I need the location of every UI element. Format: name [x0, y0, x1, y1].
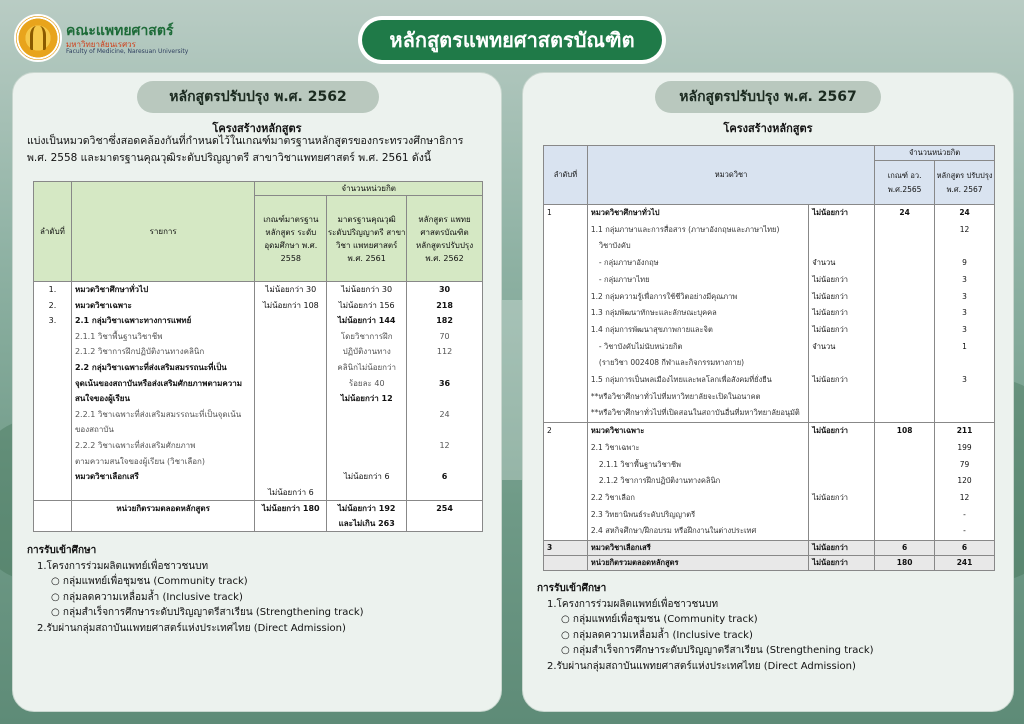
table-line: ไม่น้อยกว่า [812, 324, 849, 334]
admission-title: การรับเข้าศึกษา [537, 583, 607, 594]
table-line [938, 389, 991, 406]
table-line: จำนวน [812, 258, 836, 268]
structure-title: โครงสร้างหลักสูตร [723, 122, 813, 135]
table-line [878, 523, 931, 540]
total-label: หน่วยกิตรวมตลอดหลักสูตร [587, 556, 808, 571]
table-line: 3 [962, 291, 967, 301]
page-title-text: หลักสูตรแพทยศาสตรบัณฑิต [362, 20, 662, 60]
group-2-row [544, 423, 995, 541]
table-line: 3 [962, 324, 967, 334]
admission-item: 1.โครงการร่วมผลิตแพทย์เพื่อชาวชนบท [547, 598, 719, 610]
admission-title: การรับเข้าศึกษา [27, 545, 97, 556]
group-1-credits [935, 205, 995, 423]
table-line: 2.3 วิทยานิพนธ์ระดับปริญญาตรี [590, 509, 696, 519]
admission-item: 1.โครงการร่วมผลิตแพทย์เพื่อชาวชนบท [37, 560, 209, 572]
col-curriculum-2562: 30 218 182 70 112 36 24 12 6 [407, 282, 483, 501]
table-line [878, 372, 931, 389]
table-line: ไม่น้อยกว่า [812, 291, 849, 301]
total-credits: 241 [935, 556, 995, 571]
total-label: หน่วยกิตรวมตลอดหลักสูตร [71, 501, 254, 532]
table-line: ไม่น้อยกว่า [812, 308, 849, 318]
table-line: 3 [962, 308, 967, 318]
group-number: 1 [544, 205, 588, 423]
table-line [878, 222, 931, 239]
admission-section [537, 581, 874, 674]
university-seal-icon [14, 14, 62, 62]
header-criteria-2565: เกณฑ์ อว. พ.ศ.2565 [875, 161, 935, 205]
logo-university-th: มหาวิทยาลัยนเรศวร [66, 40, 136, 49]
table-line [878, 507, 931, 524]
curriculum-2567-panel [522, 72, 1014, 712]
group-2-criteria [875, 423, 935, 541]
page-title [358, 16, 666, 64]
group-1-row [544, 205, 995, 423]
table-line [812, 238, 871, 255]
table-line: 12 [959, 224, 970, 234]
total-2561: ไม่น้อยกว่า 192 และไม่เกิน 263 [327, 501, 407, 532]
intro-text [27, 133, 489, 167]
header-curriculum-2567: หลักสูตร ปรับปรุง พ.ศ. 2567 [935, 161, 995, 205]
table-line: 2.1.2 วิชาการฝึกปฏิบัติงานทางคลินิก [598, 476, 721, 486]
header-curriculum-2562: หลักสูตร แพทยศาสตรบัณฑิต หลักสูตรปรับปรุง พ.ศ. 2562 [407, 196, 483, 282]
table-line: 120 [957, 476, 972, 486]
table-line: 2.4 สหกิจศึกษา/ฝึกอบรม หรือฝึกงานในต่างประเทศ [590, 526, 757, 536]
table-line: 108 [896, 426, 913, 436]
table-line: 2.1 วิชาเฉพาะ [590, 442, 640, 452]
total-2558: ไม่น้อยกว่า 180 [255, 501, 327, 532]
table-line: 9 [962, 258, 967, 268]
table-line: 79 [959, 459, 970, 469]
structure-table-2567 [543, 145, 995, 571]
table-line: - [963, 509, 966, 519]
group-3-label: หมวดวิชาเลือกเสรี [587, 541, 808, 556]
table-line [812, 389, 871, 406]
table-line [812, 440, 871, 457]
group-2-credits [935, 423, 995, 541]
table-line [812, 355, 871, 372]
table-line: 2.1.1 วิชาพื้นฐานวิชาชีพ [598, 459, 681, 469]
group-1-conditions [809, 205, 875, 423]
table-line: - กลุ่มภาษาอังกฤษ [598, 258, 659, 268]
admission-item: 2.รับผ่านกลุ่มสถาบันแพทยศาสตร์แห่งประเทศไทย (Direct Admission) [547, 660, 856, 672]
group-1-items [587, 205, 808, 423]
table-line [878, 473, 931, 490]
table-line [812, 507, 871, 524]
table-line [878, 339, 931, 356]
table-line: **หรือวิชาศึกษาทั่วไปที่เปิดสอนในสถาบันอื่นที่มหาวิทยาลัยอนุมัติ [590, 408, 800, 418]
table-line: วิชาบังคับ [598, 241, 631, 251]
intro-line: พ.ศ. 2558 และมาตรฐานคุณวุฒิระดับปริญญาตรี สาขาวิชาแพทยศาสตร์ พ.ศ. 2561 ดังนี้ [27, 152, 432, 164]
table-line: - วิชาบังคับไม่นับหน่วยกิต [598, 341, 683, 351]
admission-track: ○ กลุ่มลดความเหลื่อมล้ำ (Inclusive track) [561, 629, 753, 641]
panel-title-2567: หลักสูตรปรับปรุง พ.ศ. 2567 [655, 81, 881, 113]
header-credits: จำนวนหน่วยกิต [875, 146, 995, 161]
group-3-credits: 6 [935, 541, 995, 556]
table-line: 211 [956, 426, 973, 436]
table-line [938, 405, 991, 422]
table-line [812, 405, 871, 422]
header-order: ลำดับที่ [34, 182, 72, 282]
table-line: 24 [899, 208, 910, 217]
table-line: (รายวิชา 002408 กีฬาและกิจกรรมทางกาย) [598, 358, 745, 368]
table-line: ไม่น้อยกว่า [812, 274, 849, 284]
admission-track: ○ กลุ่มสำเร็จการศึกษาระดับปริญญาตรีสาเรียน (Strengthening track) [561, 645, 874, 656]
table-line: 1.1 กลุ่มภาษาและการสื่อสาร (ภาษาอังกฤษและภาษาไทย) [590, 224, 780, 234]
admission-section [27, 543, 364, 636]
col-standard-2561: ไม่น้อยกว่า 30 ไม่น้อยกว่า 156 ไม่น้อยกว่า 144 โดยวิชาการฝึก ปฏิบัติงานทาง คลินิกไม่น้อยกว่า ร้อยละ 40 ไม่น้อยกว่า 12 ไม่น้อยกว่า 6 [327, 282, 407, 501]
total-2562: 254 [407, 501, 483, 532]
table-line: - [963, 526, 966, 536]
table-line [878, 457, 931, 474]
group-2-conditions [809, 423, 875, 541]
total-row [544, 556, 995, 571]
group-3-row [544, 541, 995, 556]
panel-title-2562: หลักสูตรปรับปรุง พ.ศ. 2562 [137, 81, 379, 113]
logo-name-en: Faculty of Medicine, Naresuan University [66, 48, 189, 55]
header-credits: จำนวนหน่วยกิต [255, 182, 483, 196]
table-line [878, 305, 931, 322]
total-row [34, 501, 483, 532]
table-line: 1.4 กลุ่มการพัฒนาสุขภาพกายและจิต [590, 324, 713, 334]
curriculum-2562-panel [12, 72, 502, 712]
admission-item: 2.รับผ่านกลุ่มสถาบันแพทยศาสตร์แห่งประเทศไทย (Direct Admission) [37, 622, 346, 634]
table-line [878, 322, 931, 339]
table-line [812, 523, 871, 540]
col-order: 1. 2. 3. [34, 282, 72, 501]
table-line: ไม่น้อยกว่า [812, 375, 849, 385]
table-line [878, 389, 931, 406]
faculty-logo [14, 14, 189, 64]
table-line: หมวดวิชาศึกษาทั่วไป [590, 208, 660, 217]
table-line: จำนวน [812, 341, 836, 351]
admission-track: ○ กลุ่มลดความเหลื่อมล้ำ (Inclusive track) [51, 591, 243, 603]
header-standard-2561: มาตรฐานคุณวุฒิ ระดับปริญญาตรี สาขาวิชา แพทยศาสตร์ พ.ศ. 2561 [327, 196, 407, 282]
header-standard-2558: เกณฑ์มาตรฐาน หลักสูตร ระดับอุดมศึกษา พ.ศ. 2558 [255, 196, 327, 282]
table-line: **หรือวิชาศึกษาทั่วไปที่มหาวิทยาลัยจะเปิดในอนาคต [590, 391, 761, 401]
admission-track: ○ กลุ่มแพทย์เพื่อชุมชน (Community track) [51, 576, 248, 587]
logo-name-th: คณะแพทยศาสตร์ [66, 23, 174, 39]
intro-line: แบ่งเป็นหมวดวิชาซึ่งสอดคล้องกันที่กำหนดไว้ในเกณฑ์มาตรฐานหลักสูตรของกระทรวงศึกษาธิการ [27, 135, 464, 147]
table-line: 1.2 กลุ่มความรู้เพื่อการใช้ชีวิตอย่างมีคุณภาพ [590, 291, 738, 301]
col-item: หมวดวิชาศึกษาทั่วไป หมวดวิชาเฉพาะ 2.1 กลุ่มวิชาเฉพาะทางการแพทย์ 2.1.1 วิชาพื้นฐานวิชาชีพ 2.1.2 วิชาการฝึกปฏิบัติงานทางคลินิก 2.2 กลุ่มวิชาเฉพาะที่ส่งเสริมสมรรถนะที่เป็น จุดเน้นของสถาบันหรือส่งเสริมศักยภาพตามความ สนใจของผู้เรียน 2.2.1 วิชาเฉพาะที่ส่งเสริมสมรรถนะที่เป็นจุดเน้น ของสถาบัน 2.2.2 วิชาเฉพาะที่ส่งเสริมศักยภาพ ตามความสนใจของผู้เรียน (วิชาเลือก) หมวดวิชาเลือกเสรี [71, 282, 254, 501]
table-line: ไม่น้อยกว่า [812, 426, 849, 436]
table-line: 199 [957, 442, 972, 452]
col-standard-2558: ไม่น้อยกว่า 30 ไม่น้อยกว่า 108 ไม่น้อยกว่า 6 [255, 282, 327, 501]
table-line: 24 [959, 208, 970, 217]
group-3-condition: ไม่น้อยกว่า [809, 541, 875, 556]
table-line [938, 355, 991, 372]
table-line: 3 [962, 375, 967, 385]
table-line: 1 [962, 341, 967, 351]
structure-table-2562 [33, 181, 483, 532]
table-line [878, 289, 931, 306]
table-line [812, 222, 871, 239]
table-line: หมวดวิชาเฉพาะ [590, 426, 645, 436]
table-line [878, 255, 931, 272]
table-line: - กลุ่มภาษาไทย [598, 274, 650, 284]
group-number: 2 [544, 423, 588, 541]
table-line [812, 457, 871, 474]
total-condition: ไม่น้อยกว่า [809, 556, 875, 571]
table-line [878, 355, 931, 372]
table-line [878, 272, 931, 289]
table-line: 2.2 วิชาเลือก [590, 492, 635, 502]
table-line: 1.3 กลุ่มพัฒนาทักษะและลักษณะบุคคล [590, 308, 717, 318]
admission-track: ○ กลุ่มสำเร็จการศึกษาระดับปริญญาตรีสาเรียน (Strengthening track) [51, 607, 364, 618]
header-subject: หมวดวิชา [587, 146, 874, 205]
table-line [812, 473, 871, 490]
group-number: 3 [544, 541, 588, 556]
table-line [878, 405, 931, 422]
table-line: ไม่น้อยกว่า [812, 208, 849, 217]
table-line [878, 238, 931, 255]
structure-title: โครงสร้างหลักสูตร [212, 122, 302, 135]
total-criteria: 180 [875, 556, 935, 571]
header-item: รายการ [71, 182, 254, 282]
group-1-criteria [875, 205, 935, 423]
group-2-items [587, 423, 808, 541]
table-line: ไม่น้อยกว่า [812, 492, 849, 502]
table-line [878, 490, 931, 507]
table-line [938, 238, 991, 255]
table-line: 3 [962, 274, 967, 284]
table-line: 12 [959, 492, 970, 502]
header-order: ลำดับที่ [544, 146, 588, 205]
table-line [878, 440, 931, 457]
table-line: 1.5 กลุ่มการเป็นพลเมืองไทยและพลโลกเพื่อสังคมที่ยั่งยืน [590, 375, 772, 385]
admission-track: ○ กลุ่มแพทย์เพื่อชุมชน (Community track) [561, 614, 758, 625]
group-3-criteria: 6 [875, 541, 935, 556]
